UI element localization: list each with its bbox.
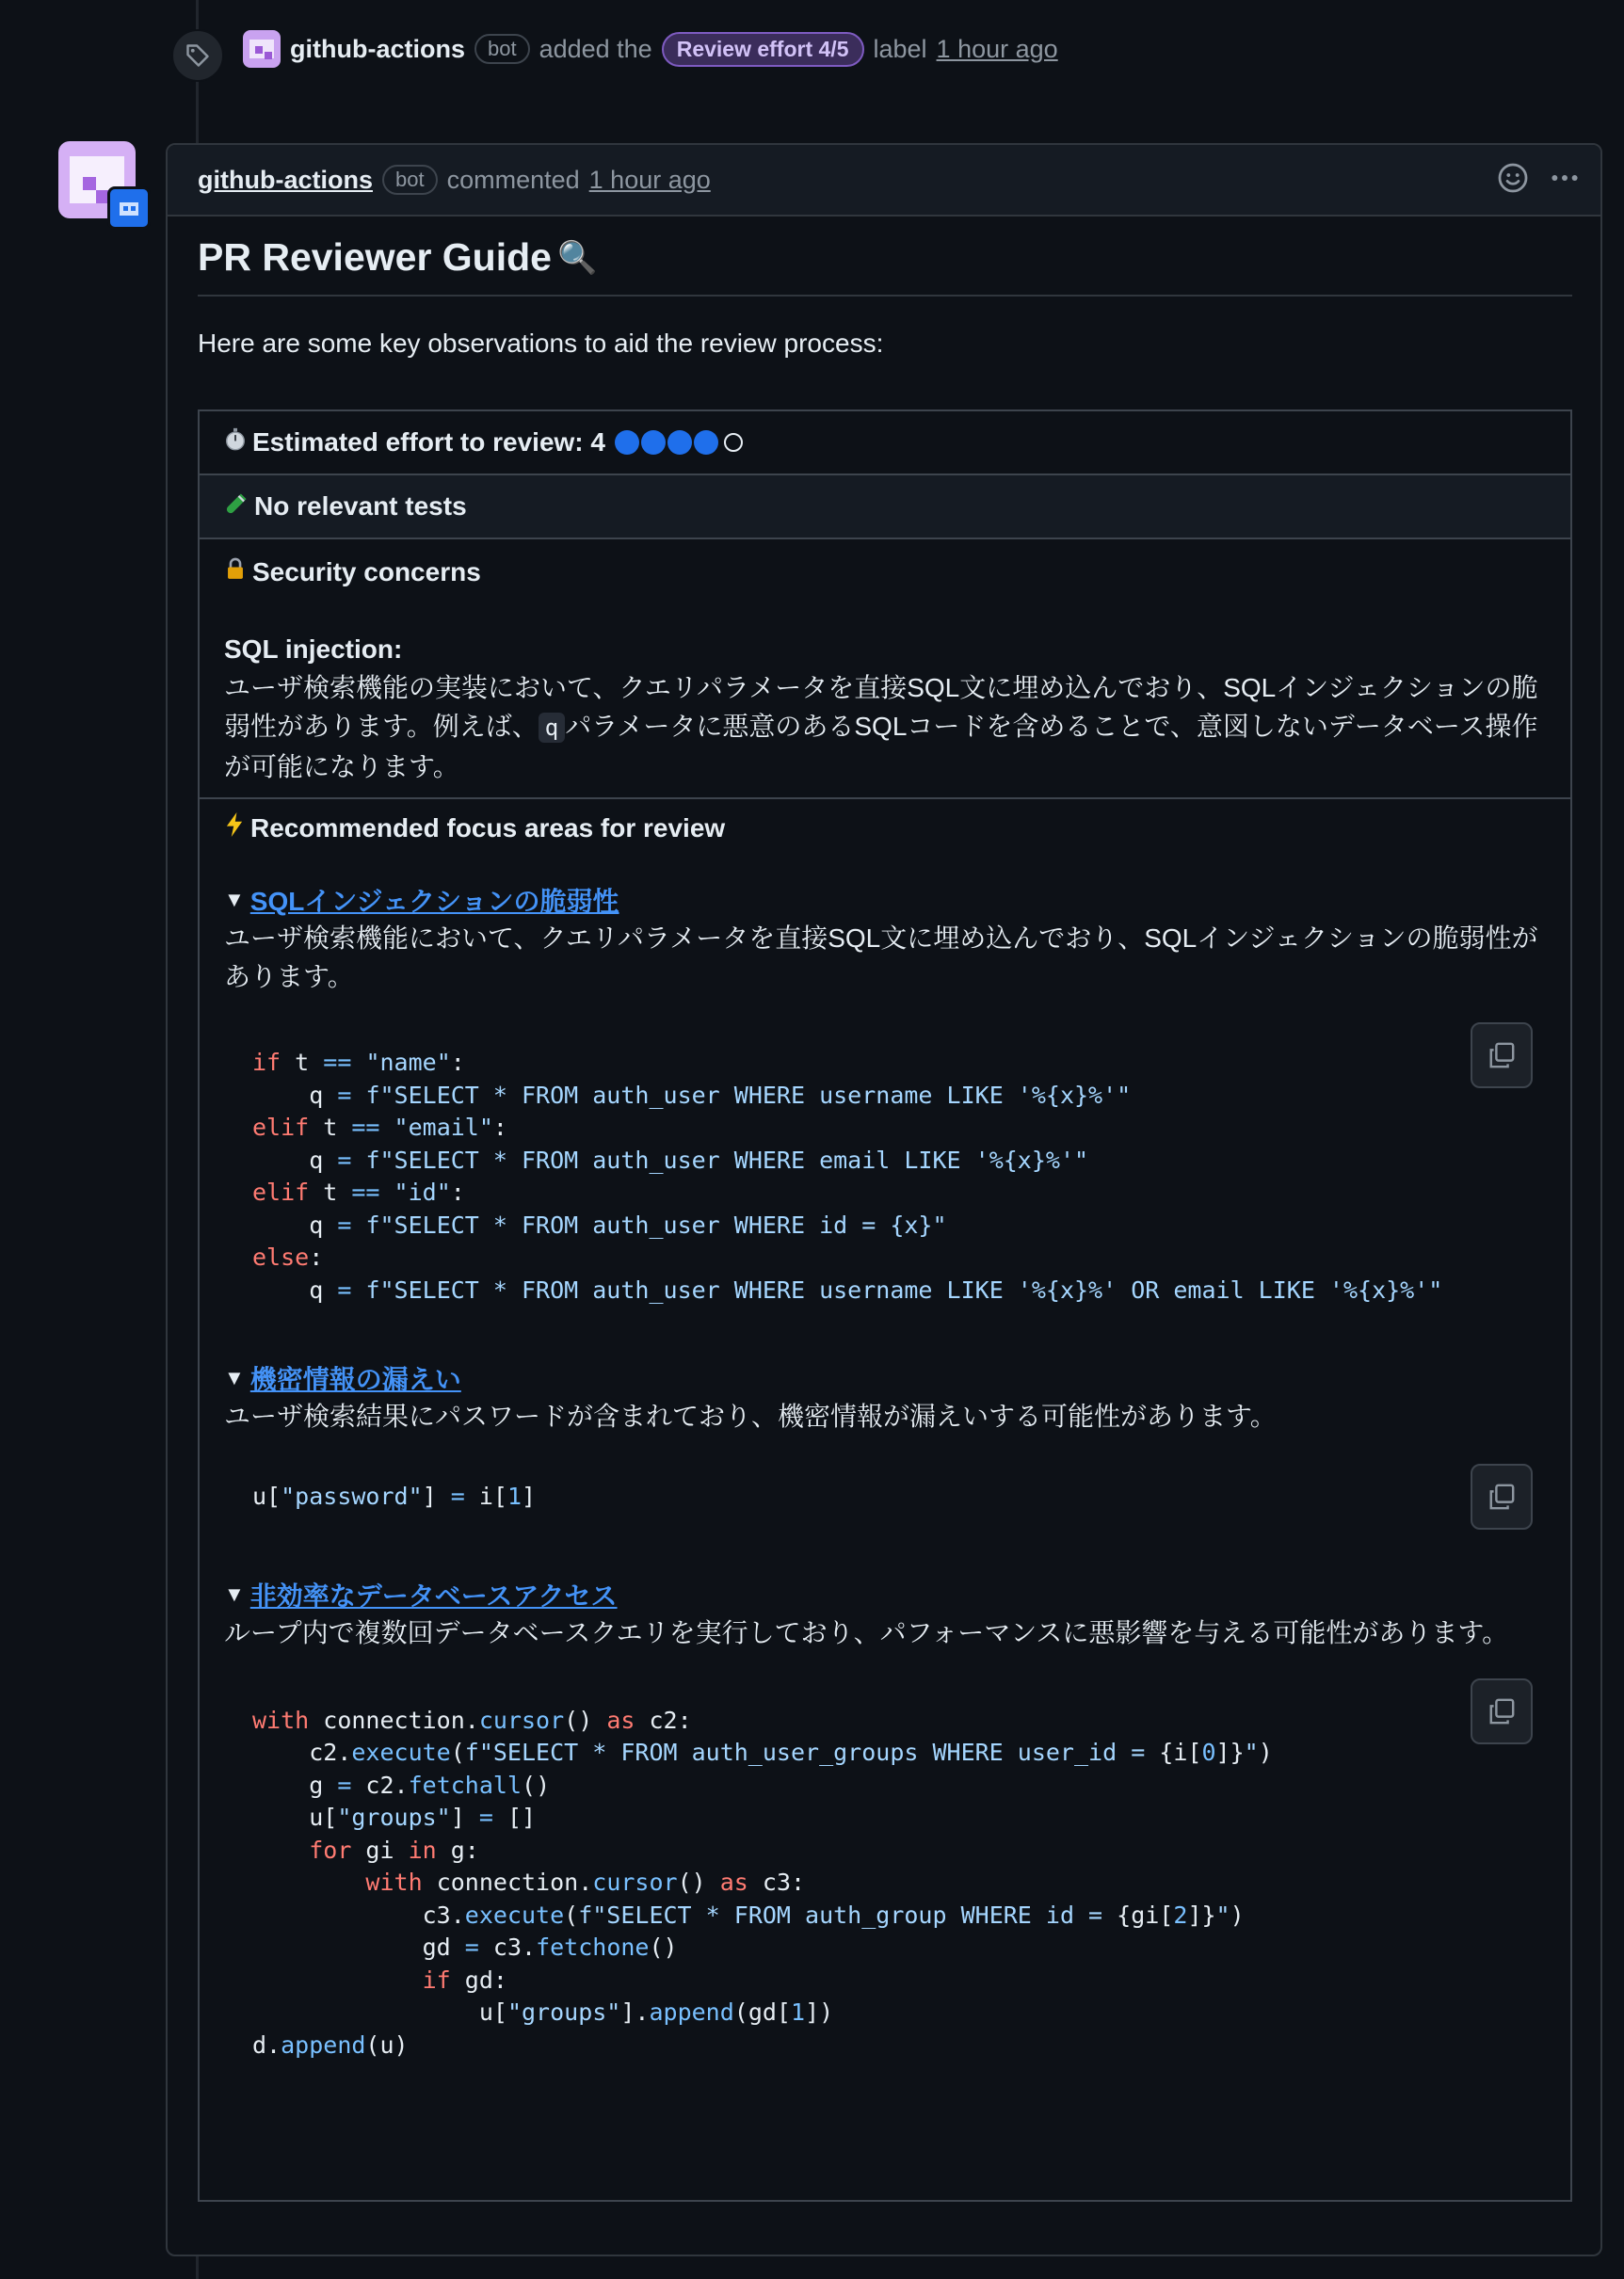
effort-dot-filled xyxy=(667,430,692,455)
security-heading: SQL injection: xyxy=(224,634,403,664)
security-text xyxy=(224,668,1546,786)
event-user-link[interactable]: github-actions xyxy=(290,34,465,63)
triangle-down-icon[interactable]: ▼ xyxy=(224,1581,245,1606)
focus-item-2-desc: ユーザ検索結果にパスワードが含まれており、機密情報が漏えいする可能性があります。 xyxy=(224,1402,1277,1431)
tag-icon xyxy=(171,29,224,82)
effort-dot-filled xyxy=(694,430,718,455)
magnifier-icon: 🔍 xyxy=(556,239,598,276)
security-text-part: パラメータに悪意のあるSQLコードを含めることで、意図しないデータベース操作が可能になります。 xyxy=(224,712,1538,781)
effort-dot-filled xyxy=(615,430,639,455)
label-pill[interactable]: Review effort 4/5 xyxy=(662,32,864,67)
focus-item-2-link[interactable]: 機密情報の漏えい xyxy=(249,1365,461,1394)
comment-body xyxy=(198,235,1572,2059)
focus-label: Recommended focus areas for review xyxy=(250,812,726,843)
security-text-part: ユーザ検索機能の実装において、クエリパラメータを直接SQL文に埋め込んでおり、SQLインジェクションの脆弱性があります。例えば、 xyxy=(224,673,1538,741)
security-label: Security concerns xyxy=(252,557,481,586)
effort-label: Estimated effort to review: 4 xyxy=(252,427,605,457)
code-block-1: if t == "name": q = f"SELECT * FROM auth_user WHERE username LIKE '%{x}%'" elif t == "email": q = f"SELECT * FROM auth_user WHERE email LIKE '%{x}%'" elif t == "id": q = f"SELECT * FROM auth_user WHERE id = {x}" else: q = f"SELECT * FROM auth_user WHERE username LIKE '%{x}%' OR email LIKE '%{x}%'" xyxy=(224,1047,1546,1307)
bot-avatar-small[interactable] xyxy=(243,30,281,68)
focus-item-1-summary[interactable] xyxy=(224,881,1546,919)
copy-icon[interactable] xyxy=(1471,1022,1533,1088)
copy-icon[interactable] xyxy=(1471,1464,1533,1530)
lock-icon xyxy=(224,553,247,591)
stopwatch-icon xyxy=(224,427,247,458)
focus-item-3-link[interactable]: 非効率なデータベースアクセス xyxy=(249,1581,618,1611)
comment-action-text: commented xyxy=(446,165,580,194)
title-text: PR Reviewer Guide xyxy=(198,235,552,279)
code-block-3: with connection.cursor() as c2: c2.execute(f"SELECT * FROM auth_user_groups WHERE user_id = {i[0]}") g = c2.fetchall() u["groups"] = [] for gi in g: with connection.cursor() as c3: c3.execute(f"SELECT * FROM auth_group WHERE id = {gi[2]}") gd = c3.fetchone() if gd: u["groups"].append(gd[1]) d.append(u) xyxy=(224,1705,1546,2062)
focus-item-3-summary[interactable] xyxy=(224,1576,1546,1613)
comment-author-link[interactable]: github-actions xyxy=(198,165,373,194)
page-title xyxy=(198,235,1572,297)
focus-item-3-desc: ループ内で複数回データベースクエリを実行しており、パフォーマンスに悪影響を与える可能性があります。 xyxy=(224,1617,1509,1647)
test-tube-icon xyxy=(224,491,249,522)
comment-header xyxy=(168,145,1600,217)
focus-item-1-desc: ユーザ検索機能において、クエリパラメータを直接SQL文に埋め込んでおり、SQLインジェクションの脆弱性があります。 xyxy=(224,923,1538,991)
copy-icon[interactable] xyxy=(1471,1678,1533,1744)
triangle-down-icon[interactable]: ▼ xyxy=(224,1366,245,1389)
kebab-icon[interactable] xyxy=(1548,162,1582,201)
bot-badge: bot xyxy=(474,34,530,64)
smiley-icon[interactable] xyxy=(1497,162,1529,201)
event-action-text: added the xyxy=(539,34,652,63)
event-time-link[interactable]: 1 hour ago xyxy=(936,34,1058,63)
effort-dots xyxy=(615,430,743,455)
code-block-2: u["password"] = i[1] xyxy=(224,1481,1546,1514)
intro-text: Here are some key observations to aid the review process: xyxy=(198,329,884,358)
inline-code: q xyxy=(539,713,565,743)
triangle-down-icon[interactable]: ▼ xyxy=(224,888,245,911)
comment-time-link[interactable]: 1 hour ago xyxy=(588,165,711,194)
app-badge-icon xyxy=(107,186,151,230)
bot-badge: bot xyxy=(382,165,438,195)
effort-dot-filled xyxy=(641,430,666,455)
label-event xyxy=(0,19,1624,85)
lightning-icon xyxy=(224,812,245,843)
focus-item-1-link[interactable]: SQLインジェクションの脆弱性 xyxy=(249,887,619,916)
event-suffix-text: label xyxy=(873,34,927,63)
focus-item-2-summary[interactable] xyxy=(224,1359,1546,1397)
tests-label: No relevant tests xyxy=(254,491,467,521)
comment-card xyxy=(166,143,1602,2256)
effort-dot-empty xyxy=(724,433,743,452)
review-guide-table xyxy=(198,409,1572,2202)
